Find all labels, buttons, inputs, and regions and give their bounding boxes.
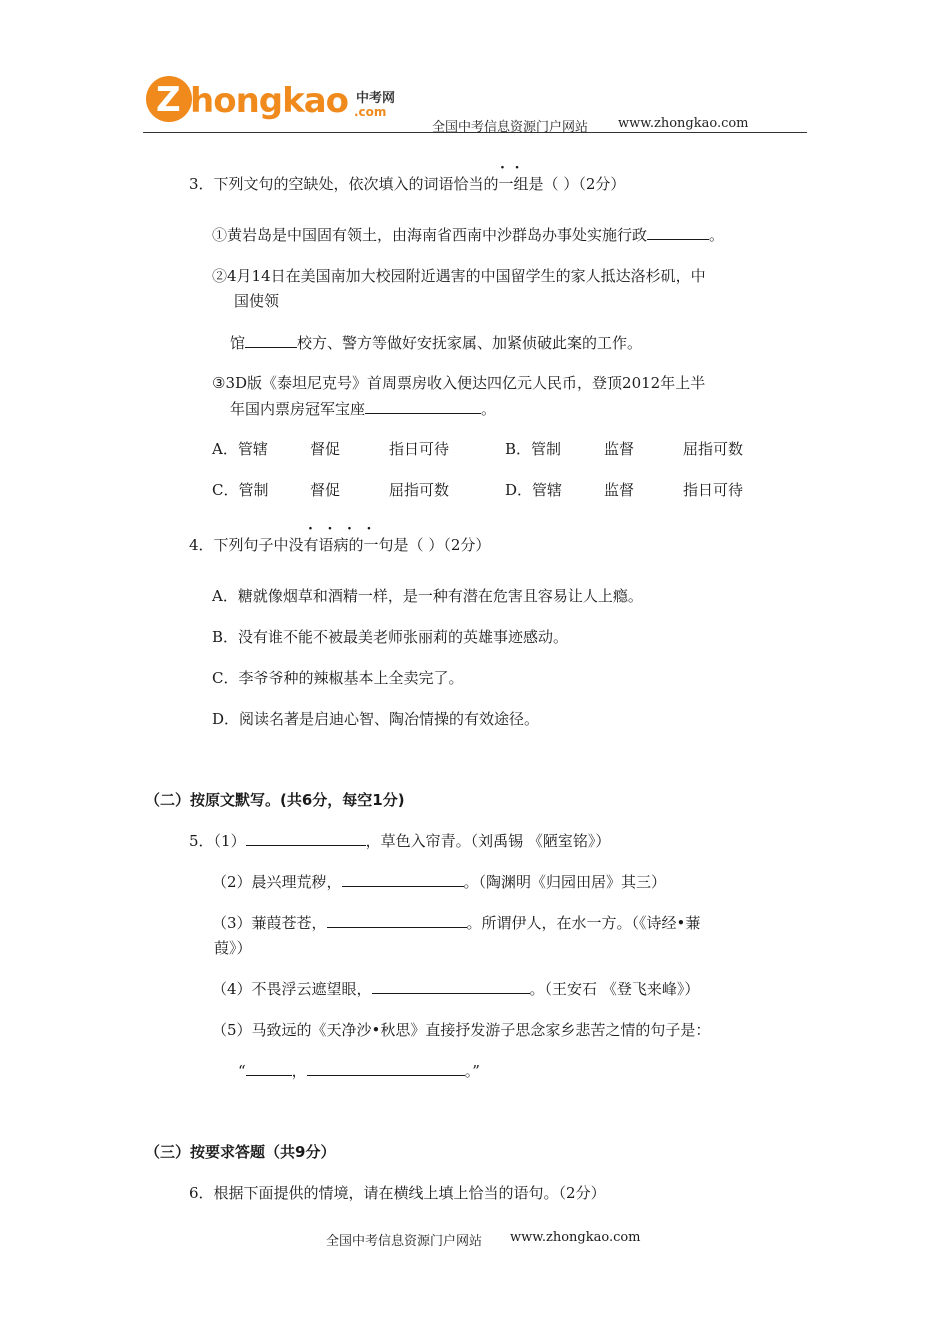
q3-option-a-2: 督促 [310,440,341,458]
q6-stem: 6．根据下面提供的情境，请在横线上填上恰当的语句。（2分） [189,1184,606,1202]
q3-s2-line3-start: 馆 [230,334,246,352]
q3-s3-line2-text: 年国内票房冠军宝座 [230,400,366,418]
answer-blank [365,399,481,414]
answer-blank [327,913,467,928]
q5-item-5-answer [238,1060,480,1081]
quote-close: 。” [464,1062,480,1080]
q3-stem: 3．下列文句的空缺处，依次填入的词语恰当的一组是（ ）（2分） [189,175,626,193]
section-3-title: （三）按要求答题（共9分） [145,1143,336,1161]
q3-sentence-2-line2: 国使领 [234,292,280,310]
q5-item-3 [212,912,700,933]
q5-2-rest: 。（陶渊明《归园田居》其三） [463,873,667,891]
section-2-title: （二）按原文默写。(共6分，每空1分) [145,791,405,809]
q5-2-label: （2）晨兴理荒秽， [212,873,342,891]
answer-blank [246,831,366,846]
emphasis-dots: · · [500,160,520,176]
q5-1-rest: ，草色入帘青。（刘禹锡 《陋室铭》） [365,832,611,850]
emphasis-dots: · · · · [308,521,372,537]
answer-blank [647,225,709,240]
answer-blank [246,1061,292,1076]
q3-option-d-2: 监督 [604,481,635,499]
q3-option-a-1: A．管辖 [212,440,268,458]
q5-item-2 [212,871,666,892]
q3-option-c-2: 督促 [310,481,341,499]
q3-option-d-3: 指日可待 [683,481,744,499]
q3-option-a-3: 指日可待 [389,440,450,458]
q5-item-5: （5）马致远的《天净沙•秋思》直接抒发游子思念家乡悲苦之情的句子是： [212,1021,711,1039]
answer-blank [307,1061,465,1076]
svg-text:.com: .com [354,105,387,119]
q3-option-c-1: C．管制 [212,481,269,499]
q5-4-rest: 。（王安石 《登飞来峰》） [529,980,700,998]
q5-4-label: （4）不畏浮云遮望眼， [212,980,372,998]
q3-s3-end: 。 [481,400,497,418]
q3-option-b-1: B．管制 [505,440,562,458]
q3-s2-line3-rest: 校方、警方等做好安抚家属、加紧侦破此案的工作。 [297,334,643,352]
answer-blank [342,872,464,887]
q4-option-d: D．阅读名著是启迪心智、陶冶情操的有效途径。 [212,710,540,728]
q4-option-a: A．糖就像烟草和酒精一样，是一种有潜在危害且容易让人上瘾。 [212,587,643,605]
q3-option-b-2: 监督 [604,440,635,458]
footer-site-url: www.zhongkao.com [510,1230,641,1245]
q3-option-c-3: 屈指可数 [389,481,450,499]
q3-s1-text: ①黄岩岛是中国固有领土，由海南省西南中沙群岛办事处实施行政 [212,226,648,244]
q3-sentence-2-line1: ②4月14日在美国南加大校园附近遇害的中国留学生的家人抵达洛杉矶，中 [212,267,706,285]
q4-option-c: C．李爷爷种的辣椒基本上全卖完了。 [212,669,464,687]
svg-text:中考网: 中考网 [356,91,396,106]
svg-text:hongkao: hongkao [190,81,349,121]
q3-sentence-3-line2 [230,398,496,419]
zhongkao-logo [144,74,406,126]
answer-blank [245,333,297,348]
answer-blank [372,979,530,994]
header-site-url: www.zhongkao.com [618,116,749,131]
q5-3-rest: 。所谓伊人，在水一方。（《诗经•蒹 [466,914,701,932]
q5-item-3-cont: 葭》） [214,939,252,957]
q3-option-b-3: 屈指可数 [683,440,744,458]
q4-stem: 4．下列句子中没有语病的一句是（ ）（2分） [189,536,491,554]
svg-text:Z: Z [156,80,181,120]
q5-3-label: （3）蒹葭苍苍， [212,914,327,932]
comma: ， [291,1062,307,1080]
quote-open: “ [238,1062,246,1080]
header-divider [143,132,807,133]
q3-sentence-1 [212,224,724,245]
header-site-name: 全国中考信息资源门户网站 [432,120,589,135]
q3-sentence-3-line1: ③3D版《泰坦尼克号》首周票房收入便达四亿元人民币，登顶2012年上半 [212,374,706,392]
q5-1-label: 5．（1） [189,832,246,850]
q4-option-b: B．没有谁不能不被最美老师张丽莉的英雄事迹感动。 [212,628,569,646]
q3-option-d-1: D．管辖 [505,481,563,499]
q5-item-4 [212,978,699,999]
footer-site-name: 全国中考信息资源门户网站 [326,1234,483,1249]
q5-item-1 [189,830,610,851]
q3-sentence-2-line3 [230,332,642,353]
q3-s1-end: 。 [709,226,725,244]
